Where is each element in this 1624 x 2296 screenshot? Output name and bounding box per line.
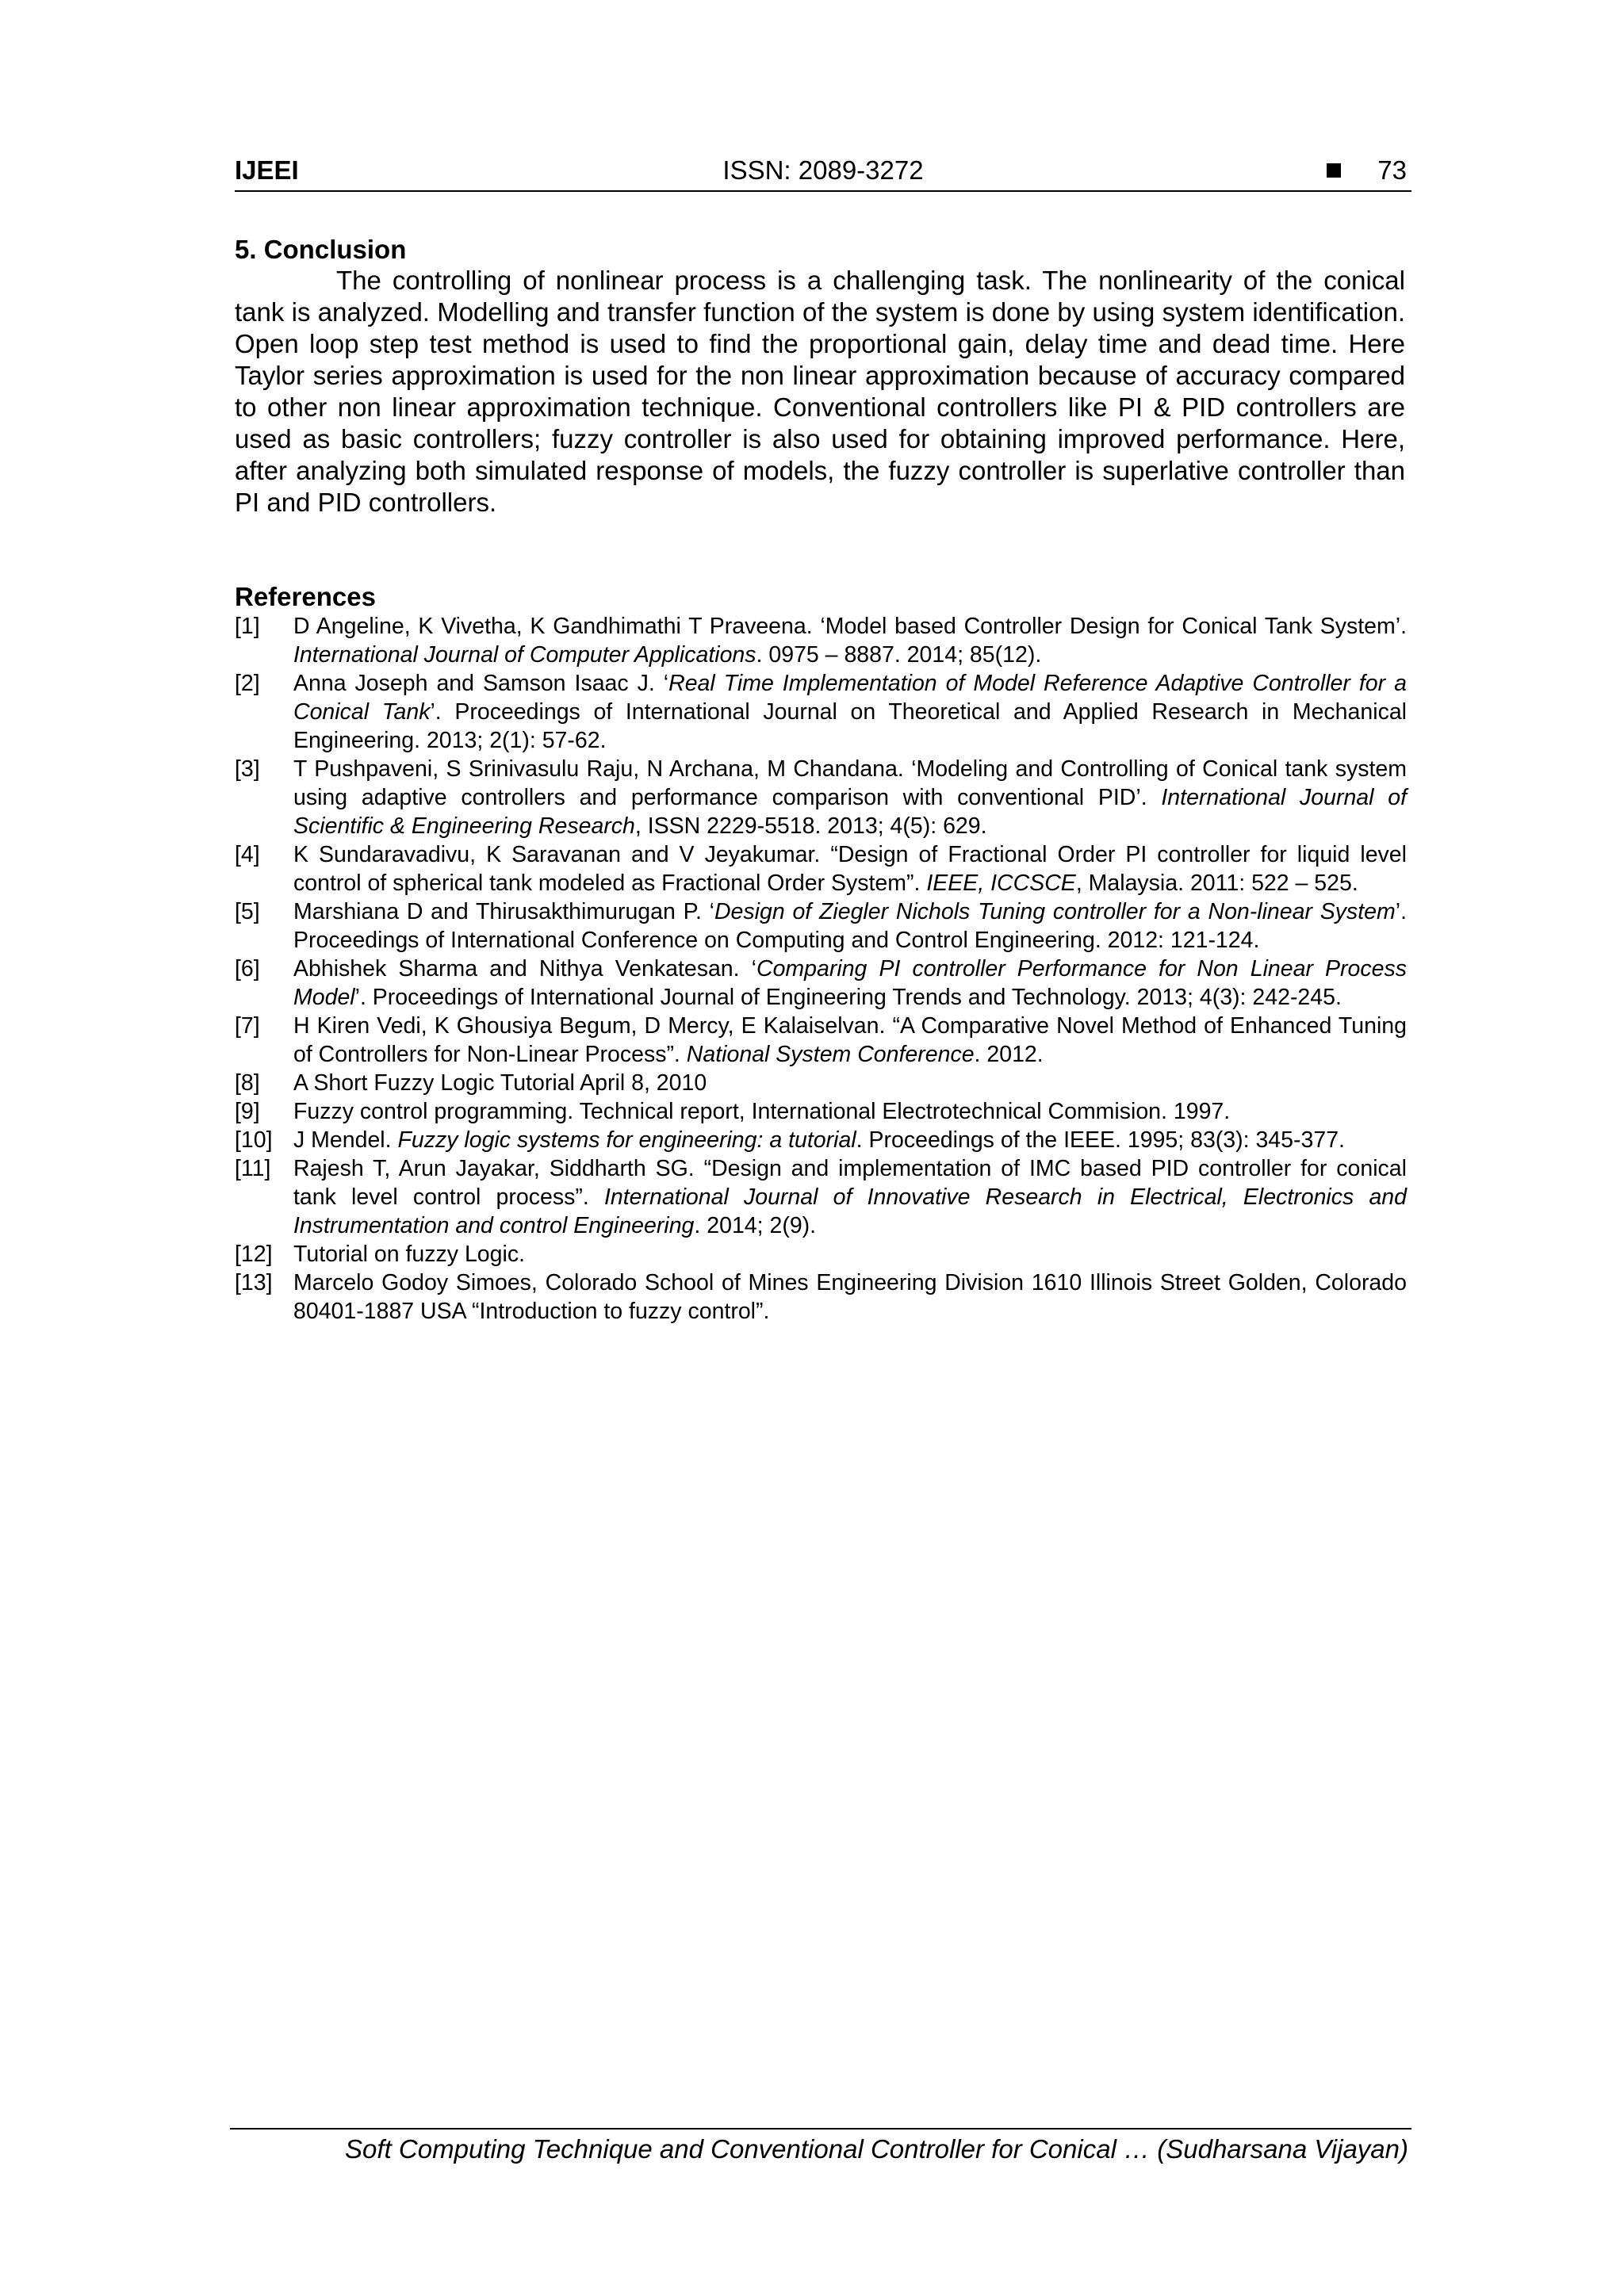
reference-run: . Proceedings of the IEEE. 1995; 83(3): 345-377. [856,1127,1345,1153]
reference-run: H Kiren Vedi, K Ghousiya Begum, D Mercy, E Kalaiselvan. “A Comparative Novel Method of Enhanced Tuning of Controllers for Non-Linear Process”. [293,1013,1407,1067]
reference-text [293,1269,1407,1326]
reference-run: A Short Fuzzy Logic Tutorial April 8, 2010 [293,1070,707,1096]
reference-item [235,755,1407,840]
conclusion-paragraph: The controlling of nonlinear process is a challenging task. The nonlinearity of the conical tank is analyzed. Modelling and transfer function of the system is done by using system identification. Open loop step test method is used to find the proportional gain, delay time and dead time. Here Taylor series approximation is used for the non linear approximation because of accuracy compared to other non linear approximation technique. Conventional controllers like PI & PID controllers are used as basic controllers; fuzzy controller is also used for obtaining improved performance. Here, after analyzing both simulated response of models, the fuzzy controller is superlative controller than PI and PID controllers. [235,266,1405,517]
reference-number: [11] [235,1156,271,1181]
reference-item [235,1012,1407,1069]
reference-run: . 2012. [974,1042,1044,1067]
reference-item [235,1069,1407,1097]
reference-number: [4] [235,842,260,867]
reference-number: [7] [235,1013,260,1039]
page-number-group [1327,155,1407,186]
reference-italic-run: International Journal of Computer Applications [293,642,756,668]
reference-run: Tutorial on fuzzy Logic. [293,1242,525,1267]
reference-run: Anna Joseph and Samson Isaac J. ‘ [293,671,669,696]
reference-text [293,612,1407,669]
reference-run: T Pushpaveni, S Srinivasulu Raju, N Archana, M Chandana. ‘Modeling and Controlling of Conical tank system using adaptive controllers and performance comparison with conventional PID’. [293,756,1407,810]
reference-text [293,1126,1407,1154]
reference-item [235,1097,1407,1126]
reference-number: [12] [235,1242,273,1267]
reference-italic-run: National System Conference [686,1042,975,1067]
reference-number: [1] [235,614,260,639]
reference-number: [9] [235,1099,260,1124]
reference-text [293,1154,1407,1240]
page-number: 73 [1377,155,1407,185]
reference-run: ’. Proceedings of International Conference on Computing and Control Engineering. 2012: 121-124. [293,899,1407,953]
issn: ISSN: 2089-3272 [722,155,924,185]
reference-item [235,840,1407,897]
references-heading: References [235,582,376,611]
reference-run: Marcelo Godoy Simoes, Colorado School of Mines Engineering Division 1610 Illinois Street Golden, Colorado 80401-1887 USA “Introduction to fuzzy control”. [293,1270,1407,1324]
reference-text [293,955,1407,1012]
page-header [235,155,1411,192]
reference-italic-run: Design of Ziegler Nichols Tuning controller for a Non-linear System [714,899,1396,924]
reference-item [235,1269,1407,1326]
reference-number: [2] [235,671,260,696]
reference-italic-run: IEEE, ICCSCE [926,871,1076,896]
reference-italic-run: Fuzzy logic systems for engineering: a tutorial [397,1127,856,1153]
running-title: Soft Computing Technique and Conventional Controller for Conical … (Sudharsana Vijayan) [345,2134,1408,2164]
reference-run: K Sundaravadivu, K Saravanan and V Jeyakumar. “Design of Fractional Order PI controller for liquid level control of spherical tank modeled as Fractional Order System”. [293,842,1407,896]
reference-run: , ISSN 2229-5518. 2013; 4(5): 629. [634,813,987,839]
reference-number: [6] [235,956,260,982]
reference-number: [13] [235,1270,273,1295]
reference-text [293,755,1407,840]
journal-name: IJEEI [235,155,299,185]
reference-italic-run: International Journal of Scientific & Engineering Research [293,785,1407,839]
reference-number: [10] [235,1127,273,1153]
square-bullet-icon [1327,163,1341,178]
reference-text [293,1069,1407,1097]
reference-item [235,612,1407,669]
reference-run: Abhishek Sharma and Nithya Venkatesan. ‘ [293,956,756,982]
reference-run: Marshiana D and Thirusakthimurugan P. ‘ [293,899,714,924]
reference-number: [5] [235,899,260,924]
footer-rule [230,2128,1411,2130]
reference-run: J Mendel. [293,1127,398,1153]
reference-italic-run: Comparing PI controller Performance for Non Linear Process Model [293,956,1407,1010]
reference-text [293,897,1407,955]
reference-text [293,1240,1407,1269]
reference-item [235,1126,1407,1154]
reference-text [293,1012,1407,1069]
reference-run: Rajesh T, Arun Jayakar, Siddharth SG. “Design and implementation of IMC based PID controller for conical tank level control process”. [293,1156,1407,1210]
reference-run: , Malaysia. 2011: 522 – 525. [1075,871,1358,896]
reference-item [235,1154,1407,1240]
reference-run: ’. Proceedings of International Journal on Theoretical and Applied Research in Mechanical Engineering. 2013; 2(1): 57-62. [293,699,1407,753]
reference-text [293,1097,1407,1126]
conclusion-heading: 5. Conclusion [235,235,407,264]
reference-italic-run: International Journal of Innovative Research in Electrical, Electronics and Instrumentation and control Engineering [293,1184,1407,1238]
reference-item [235,897,1407,955]
reference-run: . 0975 – 8887. 2014; 85(12). [756,642,1042,668]
reference-text [293,669,1407,755]
reference-italic-run: Real Time Implementation of Model Reference Adaptive Controller for a Conical Tank [293,671,1407,725]
reference-list [235,612,1407,1326]
reference-run: . 2014; 2(9). [694,1213,817,1238]
reference-item [235,955,1407,1012]
reference-run: Fuzzy control programming. Technical report, International Electrotechnical Commision. 1997. [293,1099,1231,1124]
reference-text [293,840,1407,897]
reference-number: [8] [235,1070,260,1096]
reference-item [235,669,1407,755]
reference-item [235,1240,1407,1269]
reference-run: ’. Proceedings of International Journal of Engineering Trends and Technology. 2013; 4(3): 242-245. [354,985,1342,1010]
reference-run: D Angeline, K Vivetha, K Gandhimathi T Praveena. ‘Model based Controller Design for Conical Tank System’. [293,614,1407,639]
reference-number: [3] [235,756,260,782]
